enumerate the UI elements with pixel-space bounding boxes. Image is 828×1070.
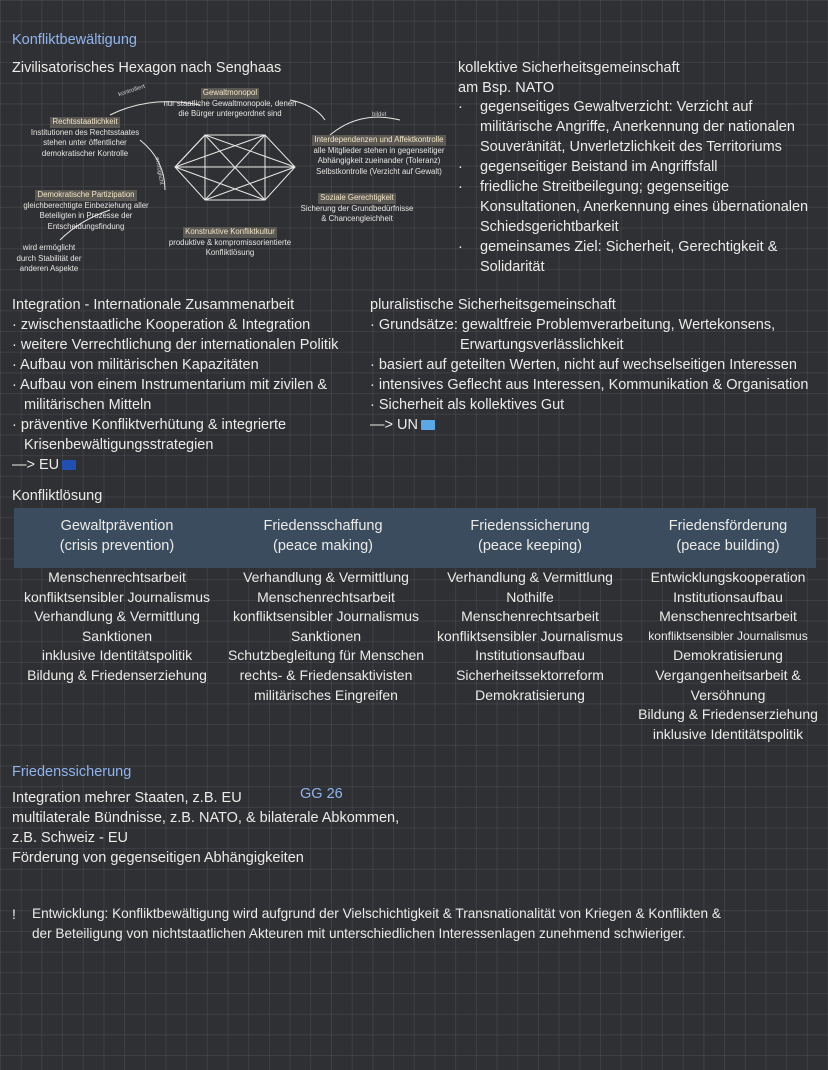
- konfliktloesung-heading: Konfliktlösung: [12, 488, 103, 504]
- col-friedensschaffung: [218, 568, 434, 705]
- list-item: Nothilfe: [506, 588, 554, 605]
- list-item: Bildung & Friedenserziehung: [27, 666, 207, 683]
- kollektiv-item-cont: Schiedsgerichtbarkeit: [480, 219, 619, 235]
- list-item: militärisches Eingreifen: [254, 686, 398, 703]
- arrow-label-ermoeglicht: ermöglicht: [153, 156, 165, 186]
- list-item: Versöhnung: [690, 686, 766, 703]
- list-item: Entwicklungskooperation: [650, 569, 806, 585]
- list-item: Menschenrechtsarbeit: [257, 588, 395, 605]
- list-item: Demokratisierung: [673, 647, 783, 664]
- list-item: Verhandlung & Vermittlung: [447, 569, 613, 585]
- kollektiv-item: · gegenseitiger Beistand im Angriffsfall: [458, 159, 718, 175]
- arrow-label-bildet: bildet: [372, 112, 387, 118]
- entwicklung-text: [32, 904, 721, 944]
- entwicklung-line: Entwicklung: Konfliktbewältigung wird aufgrund der Vielschichtigkeit & Transnationalität von Kriegen & Konflikten &: [32, 906, 721, 921]
- un-flag-icon: [421, 420, 435, 430]
- integration-line: · Aufbau von militärischen Kapazitäten: [12, 357, 259, 373]
- col-gewaltpraevention: [14, 568, 220, 686]
- kollektiv-heading: kollektive Sicherheitsgemeinschaft: [458, 60, 680, 76]
- list-item: konfliktsensibler Journalismus: [24, 588, 210, 605]
- friedenssicherung-line: z.B. Schweiz - EU: [12, 830, 129, 846]
- col-header-friedenssicherung: Friedenssicherung (peace keeping): [470, 518, 590, 554]
- pluralistisch-block: [370, 295, 808, 435]
- arrow-label-kontrolliert: kontrolliert: [117, 83, 146, 99]
- integration-line: Krisenbewältigungsstrategien: [24, 437, 214, 453]
- node-interdependenzen: Interdependenzen und Affektkontrolle alle Mitglieder stehen in gegenseitiger Abhängigkeit zueinander (Toleranz) Selbstkontrolle (Verzicht auf Gewalt): [313, 135, 445, 176]
- kollektiv-item: · friedliche Streitbeilegung; gegenseitige: [458, 179, 730, 195]
- list-item: Menschenrechtsarbeit: [461, 608, 599, 625]
- friedenssicherung-line: multilaterale Bündnisse, z.B. NATO, & bilaterale Abkommen,: [12, 810, 400, 826]
- list-item: Institutionsaufbau: [673, 588, 783, 605]
- friedenssicherung-line: Förderung von gegenseitigen Abhängigkeiten: [12, 850, 304, 866]
- col-friedensfoerderung: [630, 568, 826, 744]
- kollektiv-item-cont: militärische Angriffe, Anerkennung der nationalen: [480, 119, 795, 135]
- pluralistisch-result: —> UN: [370, 415, 808, 435]
- entwicklung-line: der Beteiligung von nichtstaatlichen Akteuren mit unterschiedlichen Interessenlagen zunehmend schwieriger.: [32, 926, 686, 941]
- list-item: rechts- & Friedensaktivisten: [239, 666, 413, 683]
- kollektiv-item-cont: Konsultationen, Anerkennung eines übernationalen: [480, 199, 809, 215]
- list-item: Sanktionen: [81, 627, 153, 644]
- col-friedenssicherung: [430, 568, 630, 705]
- pluralistisch-line: · Grundsätze: gewaltfreie Problemverarbeitung, Wertekonsens,: [370, 317, 776, 333]
- page-title: Konfliktbewältigung: [12, 32, 137, 48]
- friedenssicherung-lines: [12, 788, 399, 868]
- node-partizipation: Demokratische Partizipation gleichberechtigte Einbeziehung aller Beteiligten in Prozesse der Entscheidungsfindung: [23, 190, 149, 231]
- pluralistisch-line: · Sicherheit als kollektives Gut: [370, 397, 565, 413]
- node-gewaltmonopol: Gewaltmonopol nur staatliche Gewaltmonopole, denen die Bürger untergeordnet sind: [163, 88, 297, 118]
- list-item: Institutionsaufbau: [475, 647, 585, 664]
- list-item: Bildung & Friedenserziehung: [638, 706, 818, 723]
- col-header-friedensschaffung: Friedensschaffung (peace making): [263, 518, 383, 554]
- eu-flag-icon: [62, 460, 76, 470]
- kollektiv-item: · gemeinsames Ziel: Sicherheit, Gerechtigkeit &: [458, 239, 778, 255]
- integration-line: militärischen Mitteln: [24, 397, 152, 413]
- col-header-friedensfoerderung: Friedensförderung (peace building): [668, 518, 788, 554]
- list-item: inklusive Identitätspolitik: [41, 647, 193, 664]
- integration-heading: Integration - Internationale Zusammenarbeit: [12, 297, 295, 313]
- list-item: konfliktsensibler Journalismus: [437, 627, 623, 644]
- kollektiv-list: [458, 97, 808, 277]
- list-item: Verhandlung & Vermittlung: [34, 608, 200, 625]
- pluralistisch-line: · intensives Geflecht aus Interessen, Kommunikation & Organisation: [370, 377, 809, 393]
- friedenssicherung-heading: Friedenssicherung: [12, 764, 132, 780]
- entwicklung-marker: !: [12, 906, 16, 922]
- node-rechtsstaatlichkeit: Rechtsstaatlichkeit Institutionen des Rechtsstaates stehen unter öffentlicher demokratischer Kontrolle: [30, 117, 140, 158]
- kollektiv-sub: am Bsp. NATO: [458, 80, 555, 96]
- col-header-gewaltpraevention: Gewaltprävention (crisis prevention): [59, 518, 175, 554]
- list-item: Sicherheitssektorreform: [456, 666, 604, 683]
- integration-line: · Aufbau von einem Instrumentarium mit zivilen &: [12, 377, 328, 393]
- list-item: konfliktsensibler Journalismus: [233, 608, 419, 625]
- kollektiv-item-cont: Solidarität: [480, 259, 545, 275]
- list-item: inklusive Identitätspolitik: [652, 725, 804, 742]
- pluralistisch-heading: pluralistische Sicherheitsgemeinschaft: [370, 297, 616, 313]
- list-item: Sanktionen: [290, 627, 362, 644]
- list-item: Verhandlung & Vermittlung: [243, 569, 409, 585]
- friedenssicherung-line: Integration mehrer Staaten, z.B. EU: [12, 790, 242, 806]
- integration-block: [12, 295, 338, 475]
- integration-result: —> EU: [12, 455, 338, 475]
- node-konfliktkultur: Konstruktive Konfliktkultur produktive & kompromissorientierte Konfliktlösung: [168, 227, 292, 257]
- integration-line: · weitere Verrechtlichung der internationalen Politik: [12, 337, 339, 353]
- list-item: Schutzbegleitung für Menschen: [227, 647, 425, 664]
- kollektiv-item-cont: Souveränität, Unverletzlichkeit des Territoriums: [480, 139, 782, 155]
- node-gerechtigkeit: Soziale Gerechtigkeit Sicherung der Grundbedürfnisse & Chancengleichheit: [300, 193, 414, 223]
- list-item: konfliktsensibler Journalismus: [648, 628, 808, 643]
- pluralistisch-line: Erwartungsverlässlichkeit: [460, 337, 624, 353]
- integration-line: · zwischenstaatliche Kooperation & Integration: [12, 317, 311, 333]
- list-item: Menschenrechtsarbeit: [659, 608, 797, 625]
- integration-line: · präventive Konfliktverhütung & integrierte: [12, 417, 287, 433]
- list-item: Vergangenheitsarbeit &: [655, 666, 801, 683]
- list-item: Demokratisierung: [475, 686, 585, 703]
- hexagon-heading: Zivilisatorisches Hexagon nach Senghaas: [12, 60, 282, 76]
- kollektiv-item: · gegenseitiges Gewaltverzicht: Verzicht auf: [458, 99, 753, 115]
- list-item: Menschenrechtsarbeit: [48, 569, 186, 585]
- gg26-tag: GG 26: [300, 786, 343, 802]
- pluralistisch-line: · basiert auf geteilten Werten, nicht auf wechselseitigen Interessen: [370, 357, 797, 373]
- hexagon-note: wird ermöglicht durch Stabilität der anderen Aspekte: [16, 243, 82, 273]
